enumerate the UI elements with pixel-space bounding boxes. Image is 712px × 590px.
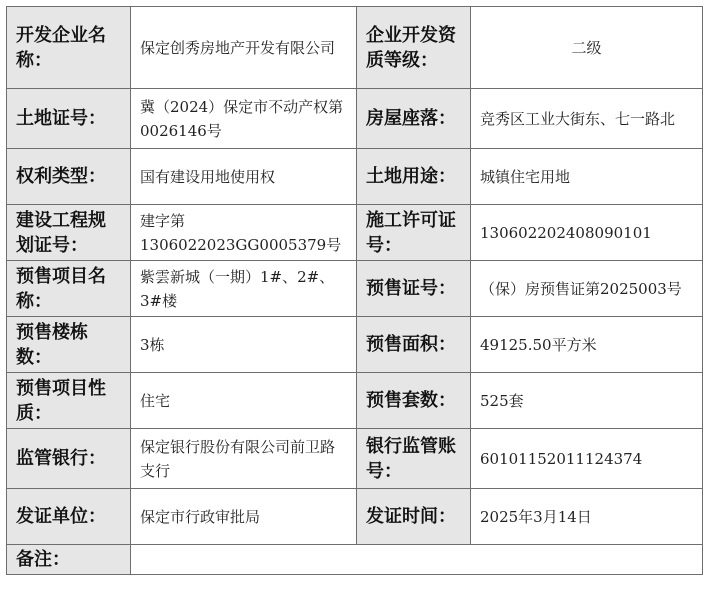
table-row: [7, 373, 703, 429]
right-type-label: 权利类型：: [7, 149, 131, 205]
location-value: 竞秀区工业大街东、七一路北: [471, 89, 703, 149]
presale-cert-value: （保）房预售证第2025003号: [471, 261, 703, 317]
bank-account-value: 60101152011124374: [471, 429, 703, 489]
bank-label: 监管银行：: [7, 429, 131, 489]
project-name-value: 紫雲新城（一期）1#、2#、3#楼: [131, 261, 357, 317]
presale-area-label: 预售面积：: [357, 317, 471, 373]
building-count-label: 预售楼栋数：: [7, 317, 131, 373]
bank-value: 保定银行股份有限公司前卫路支行: [131, 429, 357, 489]
qualification-value: 二级: [471, 7, 703, 89]
land-cert-label: 土地证号：: [7, 89, 131, 149]
building-count-value: 3栋: [131, 317, 357, 373]
land-cert-value: 冀（2024）保定市不动产权第0026146号: [131, 89, 357, 149]
table-row: [7, 429, 703, 489]
issue-date-label: 发证时间：: [357, 489, 471, 545]
construction-permit-value: 130602202408090101: [471, 205, 703, 261]
table-row: [7, 89, 703, 149]
remark-value: [131, 545, 703, 575]
land-use-value: 城镇住宅用地: [471, 149, 703, 205]
table-row: [7, 261, 703, 317]
issuer-label: 发证单位：: [7, 489, 131, 545]
location-label: 房屋座落：: [357, 89, 471, 149]
table-row: [7, 317, 703, 373]
issue-date-value: 2025年3月14日: [471, 489, 703, 545]
land-use-label: 土地用途：: [357, 149, 471, 205]
unit-count-label: 预售套数：: [357, 373, 471, 429]
table-row: [7, 7, 703, 89]
issuer-value: 保定市行政审批局: [131, 489, 357, 545]
developer-label: 开发企业名称：: [7, 7, 131, 89]
presale-area-value: 49125.50平方米: [471, 317, 703, 373]
presale-cert-label: 预售证号：: [357, 261, 471, 317]
project-name-label: 预售项目名称：: [7, 261, 131, 317]
unit-count-value: 525套: [471, 373, 703, 429]
table-row: [7, 205, 703, 261]
bank-account-label: 银行监管账号：: [357, 429, 471, 489]
planning-permit-value: 建字第1306022023GG0005379号: [131, 205, 357, 261]
table-row: [7, 149, 703, 205]
qualification-label: 企业开发资质等级：: [357, 7, 471, 89]
project-nature-value: 住宅: [131, 373, 357, 429]
right-type-value: 国有建设用地使用权: [131, 149, 357, 205]
remark-label: 备注：: [7, 545, 131, 575]
table-row: [7, 489, 703, 545]
planning-permit-label: 建设工程规划证号：: [7, 205, 131, 261]
construction-permit-label: 施工许可证号：: [357, 205, 471, 261]
table-row: [7, 545, 703, 575]
project-nature-label: 预售项目性质：: [7, 373, 131, 429]
developer-value: 保定创秀房地产开发有限公司: [131, 7, 357, 89]
presale-permit-table: [6, 6, 703, 575]
